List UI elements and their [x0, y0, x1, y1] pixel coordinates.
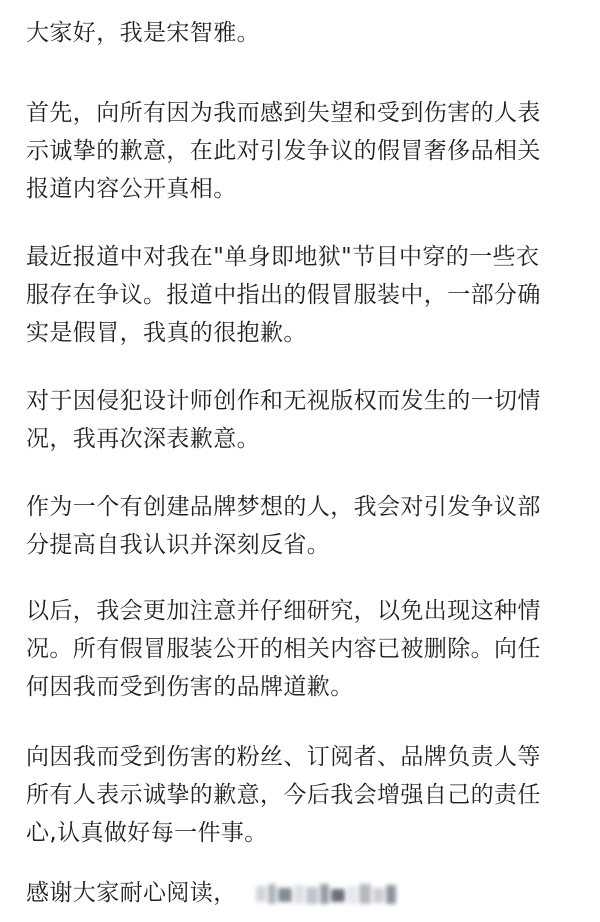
- paragraph-reflection-line-2: 分提高自我认识并深刻反省。: [26, 532, 331, 558]
- paragraph-copyright-line-1: 对于因侵犯设计师创作和无视版权而发生的一切情: [26, 388, 541, 414]
- paragraph-fans-line-2: 所有人表示诚挚的歉意，今后我会增强自己的责任: [26, 782, 541, 808]
- blurred-signature-cell: [320, 884, 329, 904]
- blurred-signature-cell: [331, 889, 345, 902]
- paragraph-thanks: 感谢大家耐心阅读，: [26, 880, 237, 906]
- paragraph-copyright-line-2: 况，我再次深表歉意。: [26, 426, 260, 452]
- paragraph-future-line-3: 何因我而受到伤害的品牌道歉。: [26, 674, 354, 700]
- blurred-signature-cell: [278, 888, 292, 902]
- paragraph-opening-line-2: 示诚挚的歉意，在此对引发争议的假冒奢侈品相关: [26, 138, 541, 164]
- paragraph-fans-line-3: 心,认真做好每一件事。: [26, 820, 268, 846]
- blurred-signature-cell: [373, 888, 384, 903]
- paragraph-fans-line-1: 向因我而受到伤害的粉丝、订阅者、品牌负责人等: [26, 744, 541, 770]
- paragraph-reflection-line-1: 作为一个有创建品牌梦想的人，我会对引发争议部: [26, 494, 541, 520]
- paragraph-report-line-3: 实是假冒，我真的很抱歉。: [26, 320, 307, 346]
- blurred-signature-cell: [386, 885, 396, 904]
- paragraph-greeting: 大家好，我是宋智雅。: [26, 20, 260, 46]
- blurred-signature-cell: [359, 884, 371, 904]
- paragraph-opening-line-1: 首先，向所有因为我而感到失望和受到伤害的人表: [26, 100, 541, 126]
- paragraph-future-line-2: 况。所有假冒服装公开的相关内容已被删除。向任: [26, 636, 541, 662]
- paragraph-opening-line-3: 报道内容公开真相。: [26, 176, 237, 202]
- paragraph-report-line-2: 服存在争议。报道中指出的假冒服装中，一部分确: [26, 282, 541, 308]
- blurred-signature-cell: [268, 884, 276, 904]
- paragraph-future-line-1: 以后，我会更加注意并仔细研究，以免出现这种情: [26, 598, 541, 624]
- blurred-signature-cell: [306, 887, 318, 904]
- blurred-signature-cell: [256, 886, 266, 902]
- blurred-signature-mosaic: [256, 884, 402, 906]
- blurred-signature-cell: [347, 886, 357, 904]
- blurred-signature-cell: [294, 885, 304, 904]
- paragraph-report-line-1: 最近报道中对我在"单身即地狱"节目中穿的一些衣: [26, 244, 540, 270]
